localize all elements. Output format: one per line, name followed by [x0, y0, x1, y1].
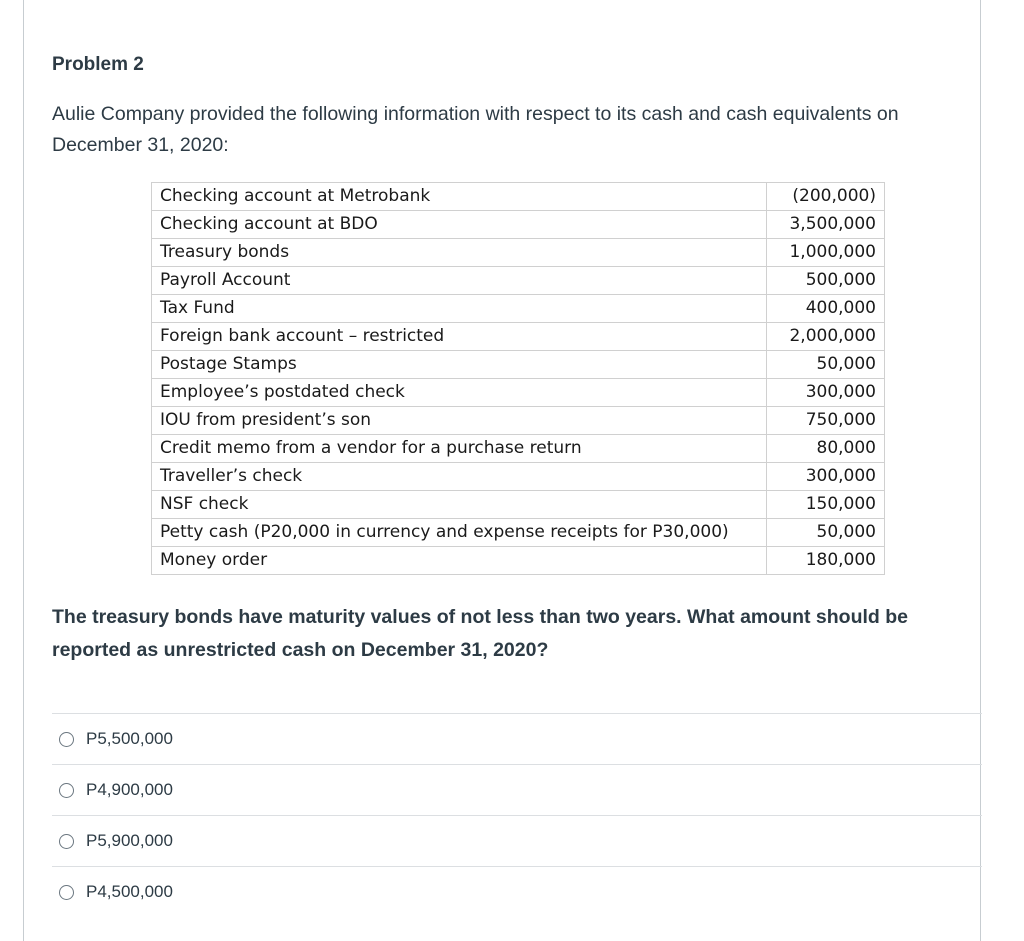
table-row — [152, 379, 885, 407]
row-amount: 500,000 — [767, 267, 885, 295]
table-row — [152, 435, 885, 463]
question-text: The treasury bonds have maturity values of not less than two years. What amount should be reported as unrestricted cash on December 31, 2020? — [52, 606, 909, 661]
row-amount: 50,000 — [767, 519, 885, 547]
row-label: Foreign bank account – restricted — [152, 323, 767, 351]
table-row — [152, 491, 885, 519]
table-row — [152, 407, 885, 435]
problem-title: Problem 2 — [52, 54, 144, 75]
answer-option-d[interactable] — [52, 866, 982, 917]
row-label: Credit memo from a vendor for a purchase return — [152, 435, 767, 463]
row-amount: 300,000 — [767, 463, 885, 491]
answer-option-c[interactable] — [52, 815, 982, 866]
row-amount: 180,000 — [767, 547, 885, 575]
radio-button-icon[interactable] — [59, 783, 74, 798]
radio-button-icon[interactable] — [59, 834, 74, 849]
answer-label[interactable]: P5,900,000 — [86, 831, 173, 850]
table-row — [152, 547, 885, 575]
answer-option-a[interactable] — [52, 713, 982, 764]
table-row — [152, 463, 885, 491]
row-amount: 50,000 — [767, 351, 885, 379]
row-label: Employee’s postdated check — [152, 379, 767, 407]
answer-label[interactable]: P4,500,000 — [86, 882, 173, 901]
row-amount: 400,000 — [767, 295, 885, 323]
answer-label[interactable]: P5,500,000 — [86, 729, 173, 748]
row-label: Tax Fund — [152, 295, 767, 323]
row-amount: (200,000) — [767, 183, 885, 211]
row-label: Postage Stamps — [152, 351, 767, 379]
row-label: Payroll Account — [152, 267, 767, 295]
cash-items-table — [151, 182, 885, 575]
answer-options — [52, 713, 982, 917]
row-amount: 1,000,000 — [767, 239, 885, 267]
radio-button-icon[interactable] — [59, 732, 74, 747]
row-label: Treasury bonds — [152, 239, 767, 267]
table-row — [152, 323, 885, 351]
table-row — [152, 519, 885, 547]
row-amount: 750,000 — [767, 407, 885, 435]
table-row — [152, 267, 885, 295]
row-label: Petty cash (P20,000 in currency and expense receipts for P30,000) — [152, 519, 767, 547]
table-row — [152, 239, 885, 267]
row-label: Money order — [152, 547, 767, 575]
row-amount: 3,500,000 — [767, 211, 885, 239]
row-label: IOU from president’s son — [152, 407, 767, 435]
row-label: Checking account at BDO — [152, 211, 767, 239]
row-label: NSF check — [152, 491, 767, 519]
table-row — [152, 211, 885, 239]
table-row — [152, 295, 885, 323]
answer-option-b[interactable] — [52, 764, 982, 815]
radio-button-icon[interactable] — [59, 885, 74, 900]
table-row — [152, 183, 885, 211]
row-amount: 300,000 — [767, 379, 885, 407]
answer-label[interactable]: P4,900,000 — [86, 780, 173, 799]
row-amount: 150,000 — [767, 491, 885, 519]
row-amount: 80,000 — [767, 435, 885, 463]
row-label: Traveller’s check — [152, 463, 767, 491]
table-row — [152, 351, 885, 379]
problem-intro: Aulie Company provided the following information with respect to its cash and cash equivalents on December 31, 2020: — [52, 103, 899, 156]
row-amount: 2,000,000 — [767, 323, 885, 351]
row-label: Checking account at Metrobank — [152, 183, 767, 211]
